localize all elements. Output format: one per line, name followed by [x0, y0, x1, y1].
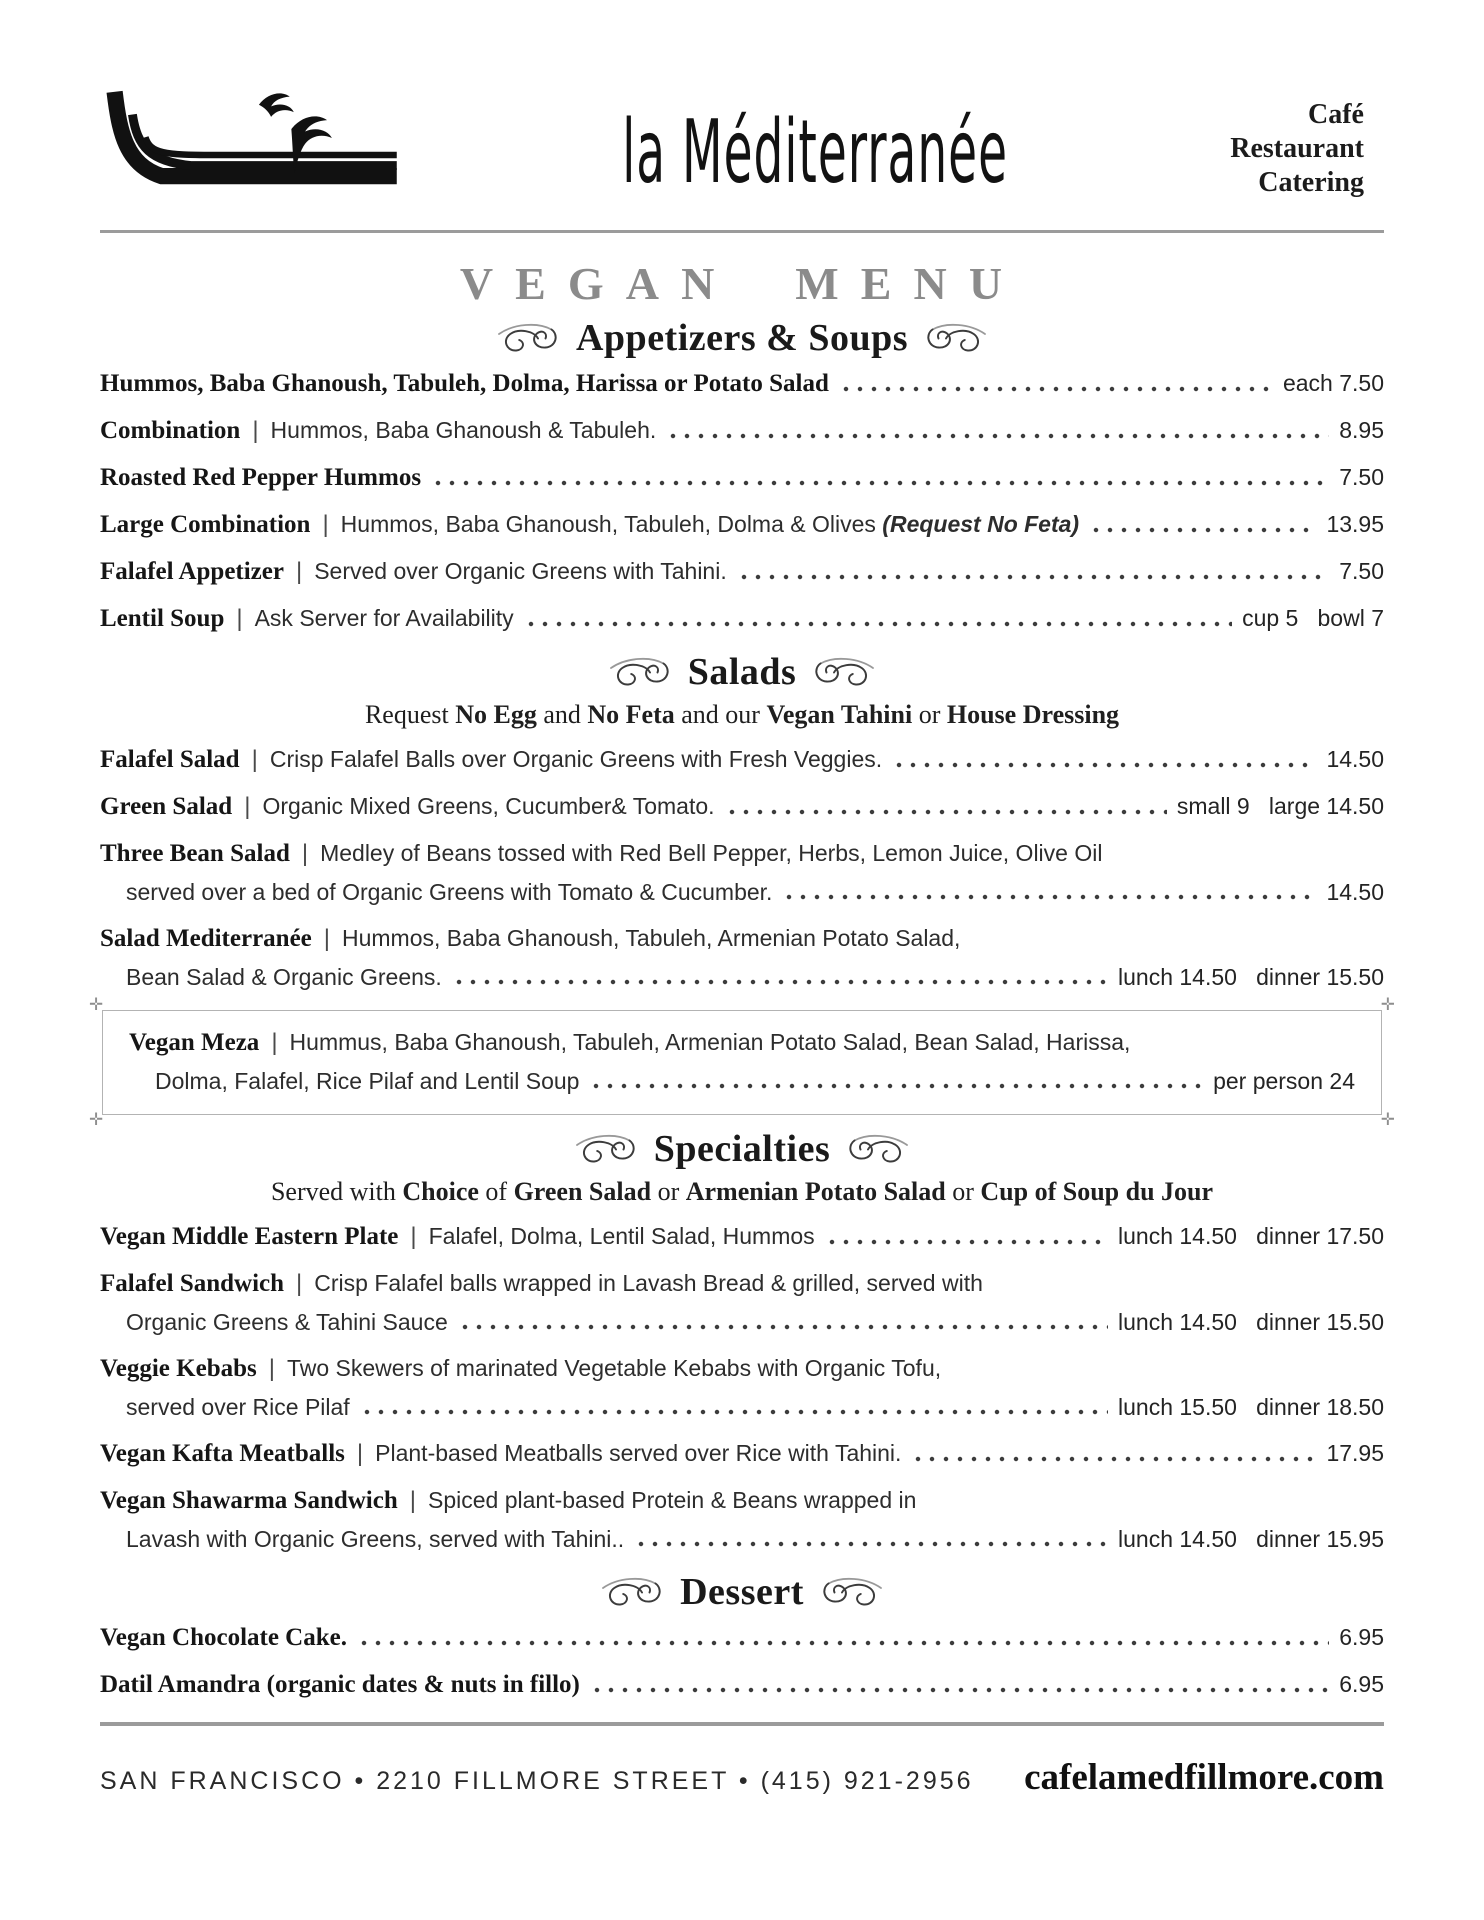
item-description [290, 1027, 1131, 1057]
item-separator: | [356, 1440, 364, 1467]
menu-item [100, 744, 1384, 775]
item-price: 6.95 [1339, 1671, 1384, 1697]
item-line [100, 791, 1384, 822]
note-text: or [912, 700, 947, 729]
item-name: Three Bean Salad [100, 840, 290, 867]
item-description-text: Ask Server for Availability [254, 605, 514, 631]
item-description-text: (Request No Feta) [882, 511, 1080, 537]
item-separator: | [295, 558, 303, 585]
dot-leader [892, 751, 1316, 775]
item-line-continued [100, 1524, 1384, 1554]
menu-item [100, 415, 1384, 446]
item-line [100, 556, 1384, 587]
dot-leader [589, 1072, 1203, 1096]
item-description [429, 1221, 815, 1251]
dot-leader [825, 1228, 1108, 1252]
item-line [100, 1221, 1384, 1252]
note-text: Green Salad [513, 1177, 652, 1206]
item-line [100, 1669, 1384, 1700]
note-text: and our [674, 700, 767, 729]
dot-leader [666, 422, 1329, 446]
item-line [100, 838, 1384, 869]
item-name: Vegan Middle Eastern Plate [100, 1223, 399, 1250]
dot-leader [590, 1676, 1329, 1700]
dot-leader [1089, 516, 1316, 540]
dot-leader [524, 610, 1232, 634]
note-text: Choice [402, 1177, 479, 1206]
item-name: Green Salad [100, 793, 233, 820]
menu-item [100, 1438, 1384, 1469]
item-separator: | [268, 1355, 275, 1382]
item-price: 14.50 [1326, 746, 1384, 772]
dot-leader [782, 883, 1316, 907]
note-text: No Feta [587, 700, 675, 729]
flourish-right-icon [922, 322, 988, 355]
item-line [100, 462, 1384, 493]
menu-item [100, 1485, 1384, 1554]
dot-leader [452, 968, 1108, 992]
item-description [342, 923, 960, 953]
item-description-text: Crisp Falafel balls wrapped in Lavash Bread & grilled, served with [314, 1270, 983, 1296]
item-line-continued [100, 962, 1384, 992]
section-header-appetizers [100, 316, 1384, 360]
menu-item [100, 791, 1384, 822]
flourish-left-icon [600, 1576, 666, 1609]
dot-leader [360, 1398, 1108, 1422]
item-line [100, 1438, 1384, 1469]
note-text: Served with [270, 1177, 403, 1206]
item-description-text: Organic Mixed Greens, Cucumber& Tomato. [262, 793, 715, 819]
item-price: lunch 14.50 dinner 15.95 [1118, 1526, 1384, 1552]
meza-items [129, 1027, 1355, 1096]
item-name: Salad Mediterranée [100, 925, 312, 952]
item-line [100, 1485, 1384, 1516]
item-description [428, 1485, 916, 1515]
item-description-continued: Lavash with Organic Greens, served with Tahini.. [126, 1526, 625, 1552]
item-price: lunch 15.50 dinner 18.50 [1118, 1394, 1384, 1420]
section-title: Specialties [653, 1128, 831, 1170]
item-separator: | [409, 1487, 416, 1514]
item-description-text: Hummos, Baba Ghanoush & Tabuleh. [270, 417, 657, 443]
note-text: House Dressing [946, 700, 1120, 729]
service-label: Café [1308, 99, 1364, 130]
item-price: 17.95 [1326, 1440, 1384, 1466]
item-name: Vegan Meza [129, 1029, 260, 1056]
service-label: Restaurant [1230, 133, 1364, 164]
service-label: Catering [1258, 167, 1364, 198]
item-description [341, 509, 1079, 539]
item-description-text: Hummos, Baba Ghanoush, Tabuleh, Dolma & Olives [340, 511, 883, 537]
note-text: or [945, 1177, 981, 1206]
section-header-salads [100, 650, 1384, 694]
salads-note [100, 700, 1384, 730]
specialties-items [100, 1221, 1384, 1554]
item-price: lunch 14.50 dinner 15.50 [1118, 1309, 1384, 1335]
flourish-left-icon [496, 322, 562, 355]
menu-item [100, 1268, 1384, 1337]
item-line [100, 415, 1384, 446]
note-text: Cup of Soup du Jour [980, 1177, 1214, 1206]
item-price: per person 24 [1213, 1068, 1355, 1094]
item-description-text: Spiced plant-based Protein & Beans wrapped in [428, 1487, 917, 1513]
dot-leader [634, 1530, 1108, 1554]
header-divider [100, 230, 1384, 233]
item-line-continued [100, 1392, 1384, 1422]
footer [100, 1756, 1384, 1799]
meza-box [102, 1010, 1382, 1115]
item-price: 14.50 [1326, 879, 1384, 905]
item-description-text: Falafel, Dolma, Lentil Salad, Hummos [428, 1223, 815, 1249]
menu-item [100, 556, 1384, 587]
item-name: Roasted Red Pepper Hummos [100, 464, 422, 491]
item-name: Hummos, Baba Ghanoush, Tabuleh, Dolma, Harissa or Potato Salad [100, 370, 829, 397]
item-name: Falafel Sandwich [100, 1270, 285, 1297]
item-description-continued: Organic Greens & Tahini Sauce [126, 1309, 448, 1335]
item-name: Veggie Kebabs [100, 1355, 257, 1382]
item-description-continued: Dolma, Falafel, Rice Pilaf and Lentil Soup [155, 1068, 580, 1094]
item-line [100, 744, 1384, 775]
item-description [375, 1438, 901, 1468]
menu-item [100, 1353, 1384, 1422]
item-separator: | [301, 840, 309, 867]
menu-item [100, 1669, 1384, 1700]
item-description-text: Plant-based Meatballs served over Rice with Tahini. [375, 1440, 902, 1466]
menu-item [100, 1622, 1384, 1653]
menu-item [100, 462, 1384, 493]
note-text: Request [364, 700, 456, 729]
item-line [129, 1027, 1355, 1058]
services-list [1230, 98, 1384, 204]
section-header-dessert [100, 1570, 1384, 1614]
item-line [100, 923, 1384, 954]
item-line [100, 1268, 1384, 1299]
brand-wordmark: la Méditerranée [622, 102, 1008, 204]
item-name: Vegan Shawarma Sandwich [100, 1487, 398, 1514]
item-line [100, 368, 1384, 399]
item-separator: | [271, 1029, 278, 1056]
flourish-left-icon [608, 656, 674, 689]
note-text: of [478, 1177, 514, 1206]
item-name: Datil Amandra (organic dates & nuts in fillo) [100, 1671, 580, 1698]
item-price: 6.95 [1339, 1624, 1384, 1650]
flourish-right-icon [844, 1133, 910, 1166]
menu-item [100, 603, 1384, 634]
item-description-text: Two Skewers of marinated Vegetable Kebabs with Organic Tofu, [286, 1355, 942, 1381]
item-name: Lentil Soup [100, 605, 225, 632]
item-name: Falafel Salad [100, 746, 240, 773]
dot-leader [725, 798, 1167, 822]
item-description-continued: served over Rice Pilaf [126, 1394, 350, 1420]
appetizers-items [100, 368, 1384, 634]
item-description [255, 603, 514, 633]
footer-address: SAN FRANCISCO • 2210 FILLMORE STREET • (415) 921-2956 [100, 1767, 974, 1795]
section-title: Salads [687, 651, 797, 693]
item-name: Vegan Kafta Meatballs [100, 1440, 345, 1467]
menu-item [100, 923, 1384, 992]
item-description [314, 556, 727, 586]
dot-leader [911, 1445, 1316, 1469]
item-line [100, 603, 1384, 634]
item-price: each 7.50 [1282, 370, 1384, 396]
note-text: No Egg [455, 700, 537, 729]
item-price: 7.50 [1339, 558, 1384, 584]
header [100, 66, 1384, 204]
item-separator: | [323, 925, 330, 952]
item-price: 8.95 [1339, 417, 1384, 443]
menu-item [100, 368, 1384, 399]
page-title: VEGAN MENU [459, 258, 1025, 309]
item-price: 13.95 [1326, 511, 1384, 537]
salads-items [100, 744, 1384, 992]
item-price: lunch 14.50 dinner 15.50 [1118, 964, 1384, 990]
item-line-continued [129, 1066, 1355, 1096]
item-price: 7.50 [1339, 464, 1384, 490]
item-description-text: Hummos, Baba Ghanoush, Tabuleh, Armenian Potato Salad, [342, 925, 961, 951]
specialties-note [100, 1177, 1384, 1207]
item-description [271, 415, 657, 445]
item-separator: | [244, 793, 251, 820]
brand-logo-icon [100, 90, 400, 204]
item-description-text: Crisp Falafel Balls over Organic Greens with Fresh Veggies. [269, 746, 883, 772]
section-title: Dessert [680, 1571, 804, 1613]
footer-divider [100, 1722, 1384, 1726]
item-separator: | [322, 511, 329, 538]
item-price: lunch 14.50 dinner 17.50 [1118, 1223, 1384, 1249]
item-line-continued [100, 877, 1384, 907]
item-separator: | [296, 1270, 303, 1297]
item-line [100, 1622, 1384, 1653]
item-separator: | [252, 417, 259, 444]
flourish-right-icon [818, 1576, 884, 1609]
note-text: and [536, 700, 588, 729]
item-description [287, 1353, 941, 1383]
dot-leader [737, 563, 1330, 587]
item-description-text: Hummus, Baba Ghanoush, Tabuleh, Armenian Potato Salad, Bean Salad, Harissa, [289, 1029, 1131, 1055]
note-text: Vegan Tahini [766, 700, 913, 729]
item-description-continued: Bean Salad & Organic Greens. [126, 964, 442, 990]
item-description-continued: served over a bed of Organic Greens with Tomato & Cucumber. [126, 879, 773, 905]
item-description-text: Served over Organic Greens with Tahini. [314, 558, 727, 584]
flourish-left-icon [574, 1133, 640, 1166]
item-separator: | [410, 1223, 417, 1250]
menu-item [100, 838, 1384, 907]
section-header-specialties [100, 1127, 1384, 1171]
item-description [314, 1268, 983, 1298]
footer-website: cafelamedfillmore.com [1024, 1757, 1384, 1798]
dot-leader [839, 375, 1273, 399]
dot-leader [431, 469, 1329, 493]
dot-leader [357, 1629, 1329, 1653]
menu-item [100, 509, 1384, 540]
item-description [270, 744, 882, 774]
item-description-text: Medley of Beans tossed with Red Bell Pepper, Herbs, Lemon Juice, Olive Oil [320, 840, 1103, 866]
section-title: Appetizers & Soups [575, 317, 909, 359]
item-separator: | [236, 605, 243, 632]
item-price: cup 5 bowl 7 [1242, 605, 1384, 631]
item-line-continued [100, 1307, 1384, 1337]
item-line [100, 1353, 1384, 1384]
dot-leader [458, 1313, 1108, 1337]
item-description [262, 791, 714, 821]
note-text: Armenian Potato Salad [685, 1177, 946, 1206]
item-name: Falafel Appetizer [100, 558, 284, 585]
item-price: small 9 large 14.50 [1176, 793, 1384, 819]
menu-item [100, 1221, 1384, 1252]
note-text: or [651, 1177, 686, 1206]
item-description [320, 838, 1102, 868]
item-name: Large Combination [100, 511, 311, 538]
item-separator: | [251, 746, 258, 773]
flourish-right-icon [810, 656, 876, 689]
item-name: Vegan Chocolate Cake. [100, 1624, 347, 1651]
dessert-items [100, 1622, 1384, 1700]
item-line [100, 509, 1384, 540]
item-name: Combination [100, 417, 241, 444]
menu-item [129, 1027, 1355, 1096]
